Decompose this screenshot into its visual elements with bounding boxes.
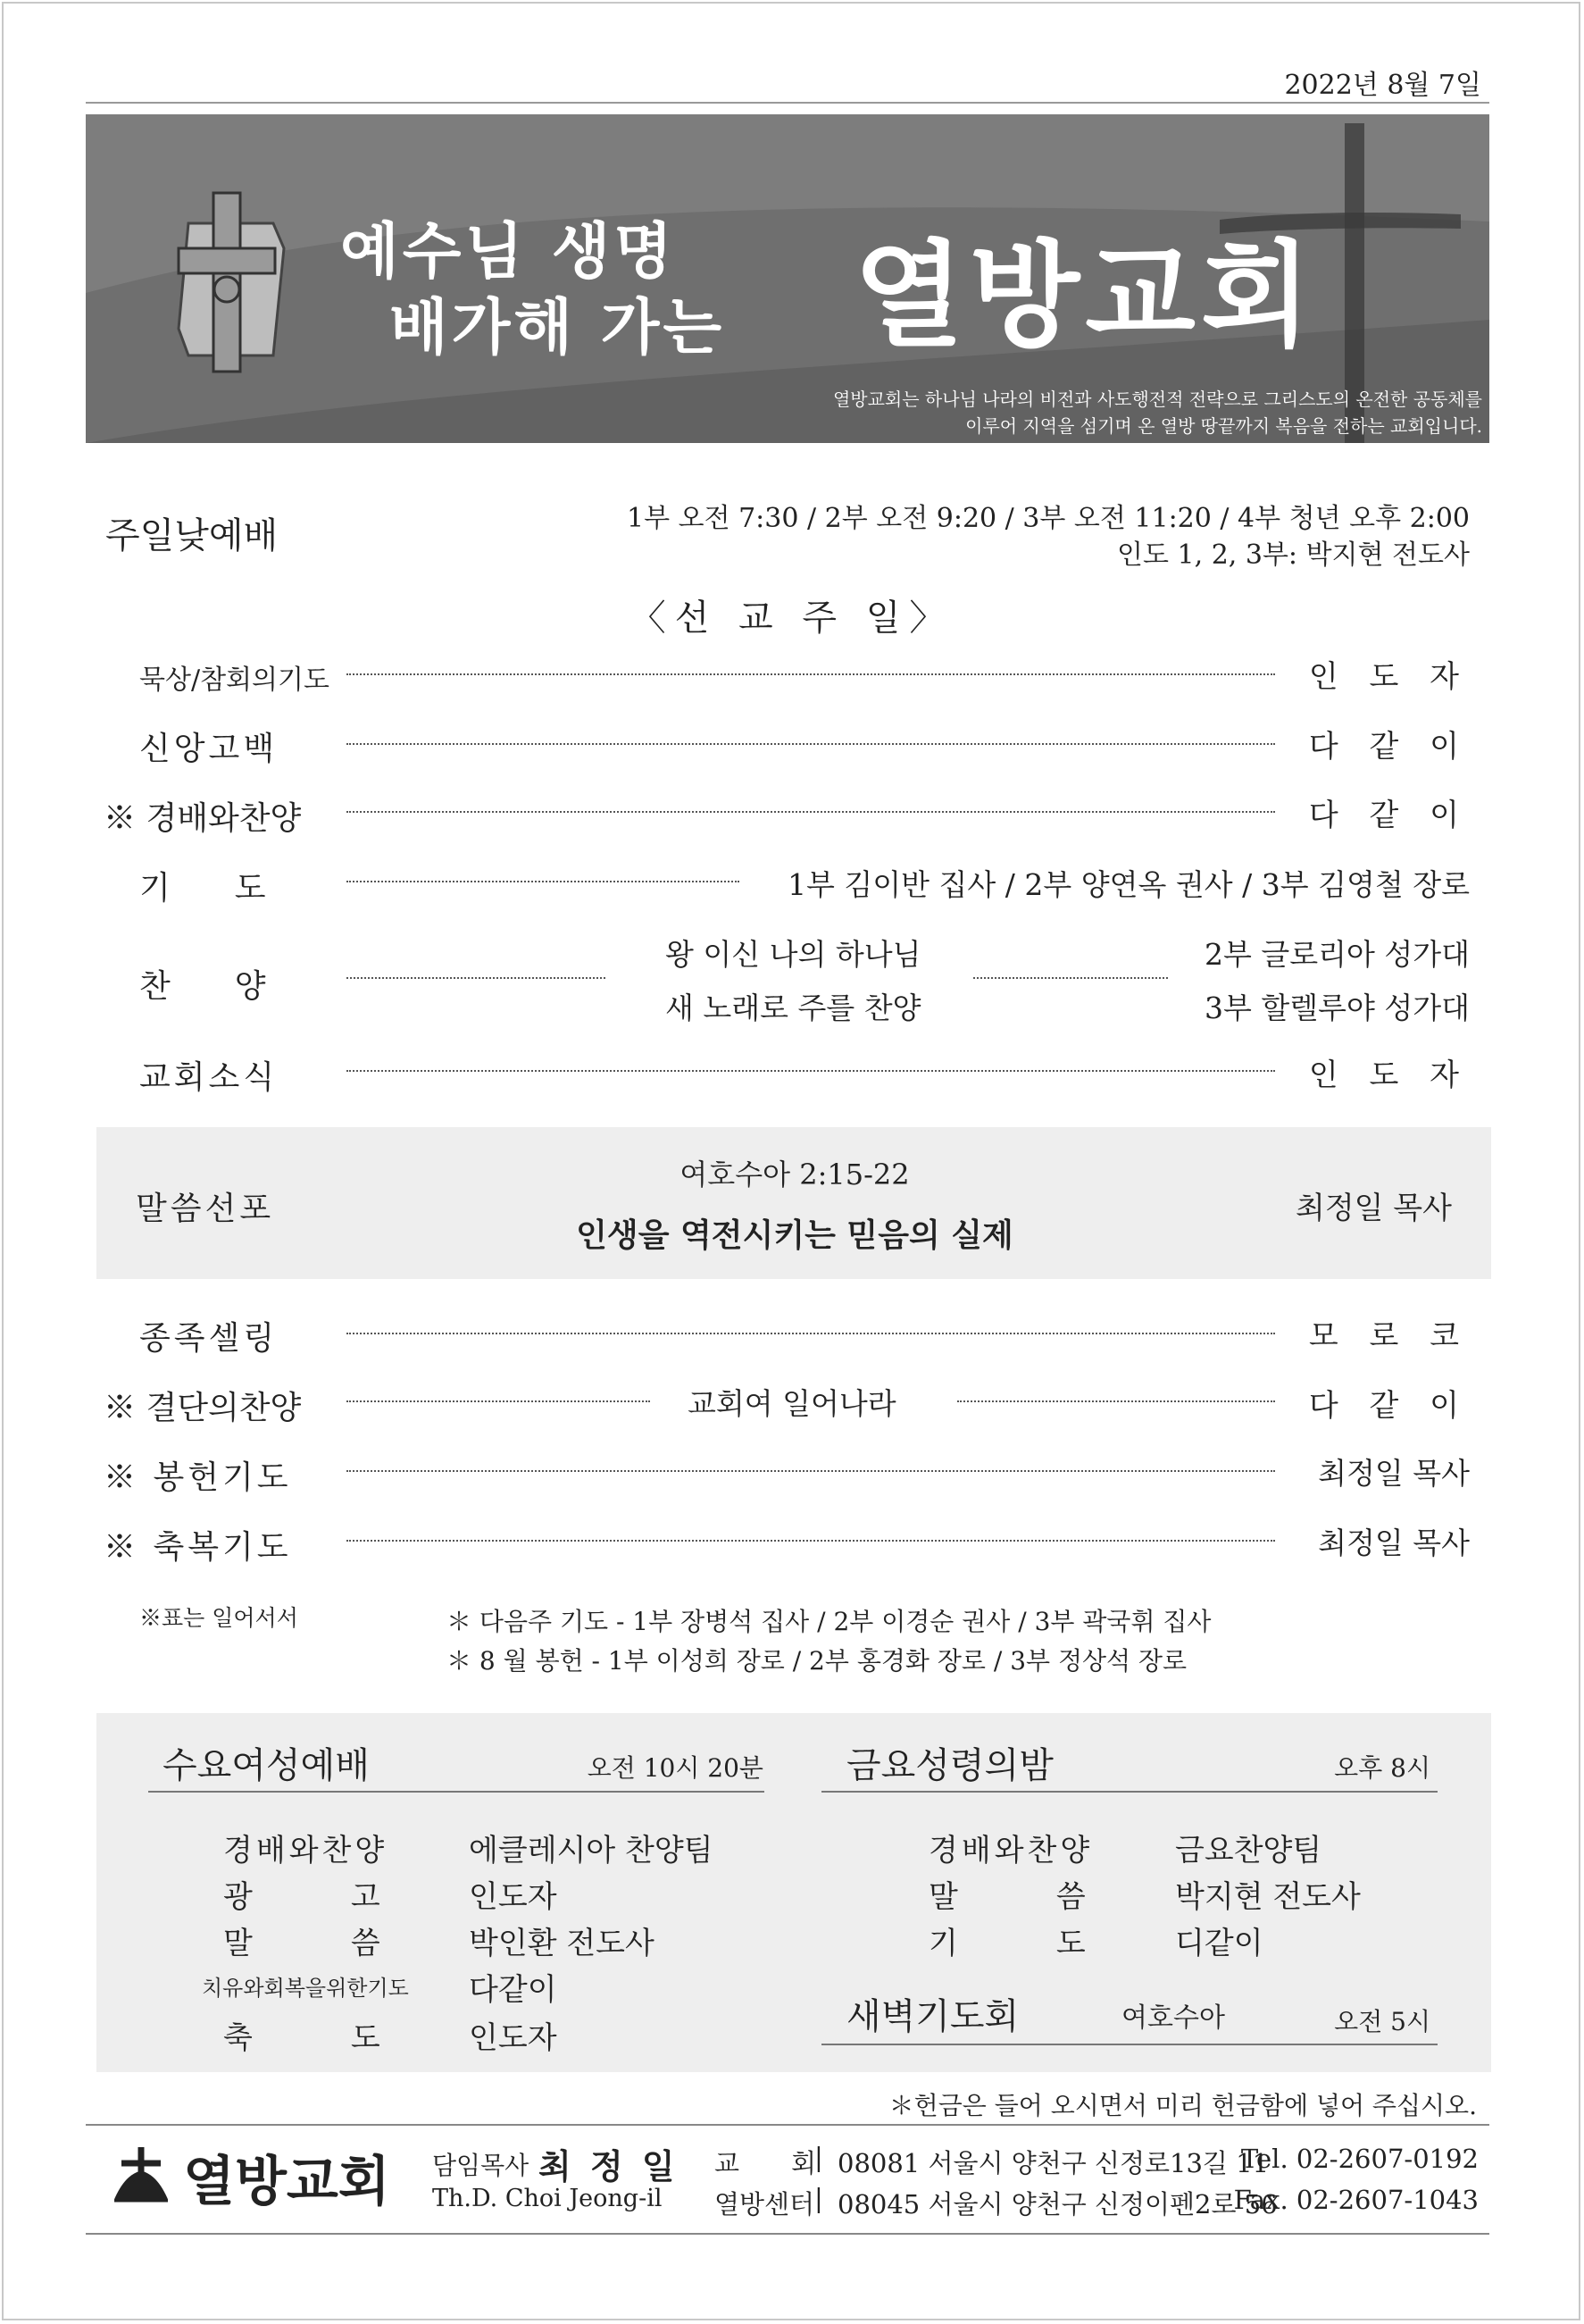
dawn-book: 여호수아 bbox=[1121, 2002, 1225, 2034]
wed-value-benediction: 인도자 bbox=[469, 2020, 557, 2056]
sunday-title: 주일낮예배 bbox=[105, 515, 279, 556]
praise-song2: 새 노래로 주를 찬양 bbox=[665, 991, 921, 1025]
wed-label-healing: 치유와회복을위한기도 bbox=[202, 1976, 409, 2001]
sunday-leader: 인도 1, 2, 3부: 박지현 전도사 bbox=[1117, 539, 1470, 571]
friday-time: 오후 8시 bbox=[1334, 1753, 1430, 1783]
fri-value-prayer: 디같이 bbox=[1175, 1926, 1263, 1961]
header-banner bbox=[86, 114, 1489, 443]
wed-value-worship: 에클레시아 찬양팀 bbox=[469, 1833, 713, 1868]
sermon-preacher: 최정일 목사 bbox=[1295, 1191, 1452, 1226]
footer-bottom-divider bbox=[86, 2233, 1489, 2235]
address2-label: 열방센터 bbox=[714, 2189, 815, 2220]
note-next-prayer: ＊ 다음주 기도 - 1부 장병석 집사 / 2부 이경순 권사 / 3부 곽국휘 집사 bbox=[446, 1607, 1212, 1636]
leader-dots bbox=[957, 1400, 1275, 1402]
item-value-blessing: 최정일 목사 bbox=[1318, 1526, 1470, 1560]
praise-choir2: 3부 할렐루야 성가대 bbox=[1205, 991, 1470, 1025]
address1-label: 교 회 bbox=[714, 2148, 817, 2178]
item-value-meditation: 인 도 자 bbox=[1308, 659, 1470, 695]
sermon-title: 인생을 역전시키는 믿음의 실제 bbox=[576, 1216, 1013, 1254]
fri-label-worship: 경배와찬양 bbox=[929, 1833, 1094, 1868]
leader-dots bbox=[346, 881, 739, 882]
dawn-title: 새벽기도회 bbox=[846, 1996, 1020, 2037]
wed-label-benediction: 축 도 bbox=[223, 2020, 393, 2056]
leader-dots bbox=[346, 811, 1275, 813]
item-label-blessing: ※ 축복기도 bbox=[104, 1529, 292, 1566]
item-value-worship: 다 같 이 bbox=[1308, 798, 1470, 833]
leader-dots bbox=[346, 1540, 1275, 1542]
sunday-theme: 〈선 교 주 일〉 bbox=[629, 598, 955, 639]
address-separator: | bbox=[814, 2142, 823, 2172]
leader-dots bbox=[346, 977, 605, 979]
item-label-people: 종족셀링 bbox=[139, 1320, 279, 1357]
footer-top-divider bbox=[86, 2124, 1489, 2126]
item-value-prayer: 1부 김이반 집사 / 2부 양연옥 권사 / 3부 김영철 장로 bbox=[788, 867, 1470, 902]
praise-label: 찬 양 bbox=[139, 968, 266, 1005]
item-value-decision: 다 같 이 bbox=[1308, 1388, 1470, 1424]
church-name-title: 열방교회 bbox=[854, 230, 1317, 363]
item-label-news: 교회소식 bbox=[139, 1059, 279, 1096]
wed-label-announce: 광 고 bbox=[223, 1879, 393, 1915]
sermon-label: 말씀선포 bbox=[136, 1191, 275, 1227]
item-label-creed: 신앙고백 bbox=[139, 731, 279, 767]
wednesday-title: 수요여성예배 bbox=[163, 1745, 370, 1786]
sermon-scripture: 여호수아 2:15-22 bbox=[679, 1158, 910, 1191]
wed-value-word: 박인환 전도사 bbox=[469, 1926, 654, 1961]
wednesday-time: 오전 10시 20분 bbox=[587, 1753, 763, 1783]
mission-line1: 열방교회는 하나님 나라의 비전과 사도행전적 전략으로 그리스도의 온전한 공동체를 bbox=[832, 389, 1482, 410]
item-label-prayer: 기 도 bbox=[139, 870, 266, 907]
item-value-creed: 다 같 이 bbox=[1308, 729, 1470, 765]
praise-choir1: 2부 글로리아 성가대 bbox=[1205, 937, 1470, 972]
note-offering: ＊ 8 월 봉헌 - 1부 이성희 장로 / 2부 홍경화 장로 / 3부 정상석 장로 bbox=[446, 1646, 1188, 1676]
church-tel: Tel. 02-2607-0192 bbox=[1240, 2144, 1479, 2174]
church-logo-icon bbox=[114, 2144, 168, 2204]
wed-value-healing: 다같이 bbox=[469, 1972, 557, 2008]
wed-label-worship: 경배와찬양 bbox=[223, 1833, 388, 1868]
item-label-offering: ※ 봉헌기도 bbox=[104, 1459, 292, 1496]
item-label-meditation: 묵상/참회의기도 bbox=[139, 665, 329, 696]
item-value-news: 인 도 자 bbox=[1308, 1058, 1470, 1093]
address-separator: | bbox=[814, 2183, 823, 2213]
leader-dots bbox=[346, 1070, 1275, 1072]
item-value-offering: 최정일 목사 bbox=[1318, 1456, 1470, 1491]
bulletin-date: 2022년 8월 7일 bbox=[1284, 70, 1481, 101]
pastor-name: 최 정 일 bbox=[538, 2146, 679, 2186]
dawn-time: 오전 5시 bbox=[1334, 2007, 1430, 2036]
slogan-line2: 배가해 가는 bbox=[389, 293, 726, 364]
church-fax: Fax. 02-2607-1043 bbox=[1233, 2185, 1479, 2215]
wed-value-announce: 인도자 bbox=[469, 1879, 557, 1915]
leader-dots bbox=[346, 1470, 1275, 1472]
sermon-box bbox=[96, 1127, 1491, 1279]
friday-divider bbox=[821, 1791, 1438, 1793]
church-address: 08081 서울시 양천구 신정로13길 11 bbox=[838, 2148, 1270, 2178]
leader-dots bbox=[346, 1400, 650, 1402]
center-address: 08045 서울시 양천구 신정이펜2로 56 bbox=[838, 2189, 1278, 2220]
mission-line2: 이루어 지역을 섬기며 온 열방 땅끝까지 복음을 전하는 교회입니다. bbox=[965, 415, 1482, 437]
footer-logo-text: 열방교회 bbox=[183, 2151, 390, 2213]
leader-dots bbox=[346, 673, 1275, 675]
leader-dots bbox=[973, 977, 1168, 979]
pastor-prefix: 담임목사 bbox=[432, 2151, 529, 2180]
item-middle-decision: 교회여 일어나라 bbox=[688, 1386, 896, 1421]
sunday-times: 1부 오전 7:30 / 2부 오전 9:20 / 3부 오전 11:20 / 4부 청년 오후 2:00 bbox=[627, 503, 1470, 534]
item-value-people: 모 로 코 bbox=[1308, 1318, 1470, 1354]
slogan-line1: 예수님 생명 bbox=[340, 217, 677, 288]
pastor-english-name: Th.D. Choi Jeong-il bbox=[432, 2185, 663, 2212]
fri-label-prayer: 기 도 bbox=[929, 1926, 1098, 1961]
fri-value-worship: 금요찬양팀 bbox=[1175, 1833, 1322, 1868]
friday-title: 금요성령의밤 bbox=[846, 1745, 1054, 1786]
leader-dots bbox=[346, 1333, 1275, 1334]
dawn-divider bbox=[821, 2044, 1438, 2045]
date-divider bbox=[86, 102, 1489, 104]
leader-dots bbox=[346, 743, 1275, 745]
fri-label-word: 말 씀 bbox=[929, 1879, 1098, 1915]
wed-label-word: 말 씀 bbox=[223, 1926, 393, 1961]
praise-song1: 왕 이신 나의 하나님 bbox=[665, 937, 921, 972]
fri-value-word: 박지현 전도사 bbox=[1175, 1879, 1361, 1915]
offering-note: ＊헌금은 들어 오시면서 미리 헌금함에 넣어 주십시오. bbox=[888, 2091, 1477, 2120]
standing-note: ※표는 일어서서 bbox=[139, 1605, 298, 1631]
wednesday-divider bbox=[148, 1791, 764, 1793]
item-label-decision: ※ 결단의찬양 bbox=[104, 1390, 302, 1426]
item-label-worship: ※ 경배와찬양 bbox=[104, 800, 302, 837]
